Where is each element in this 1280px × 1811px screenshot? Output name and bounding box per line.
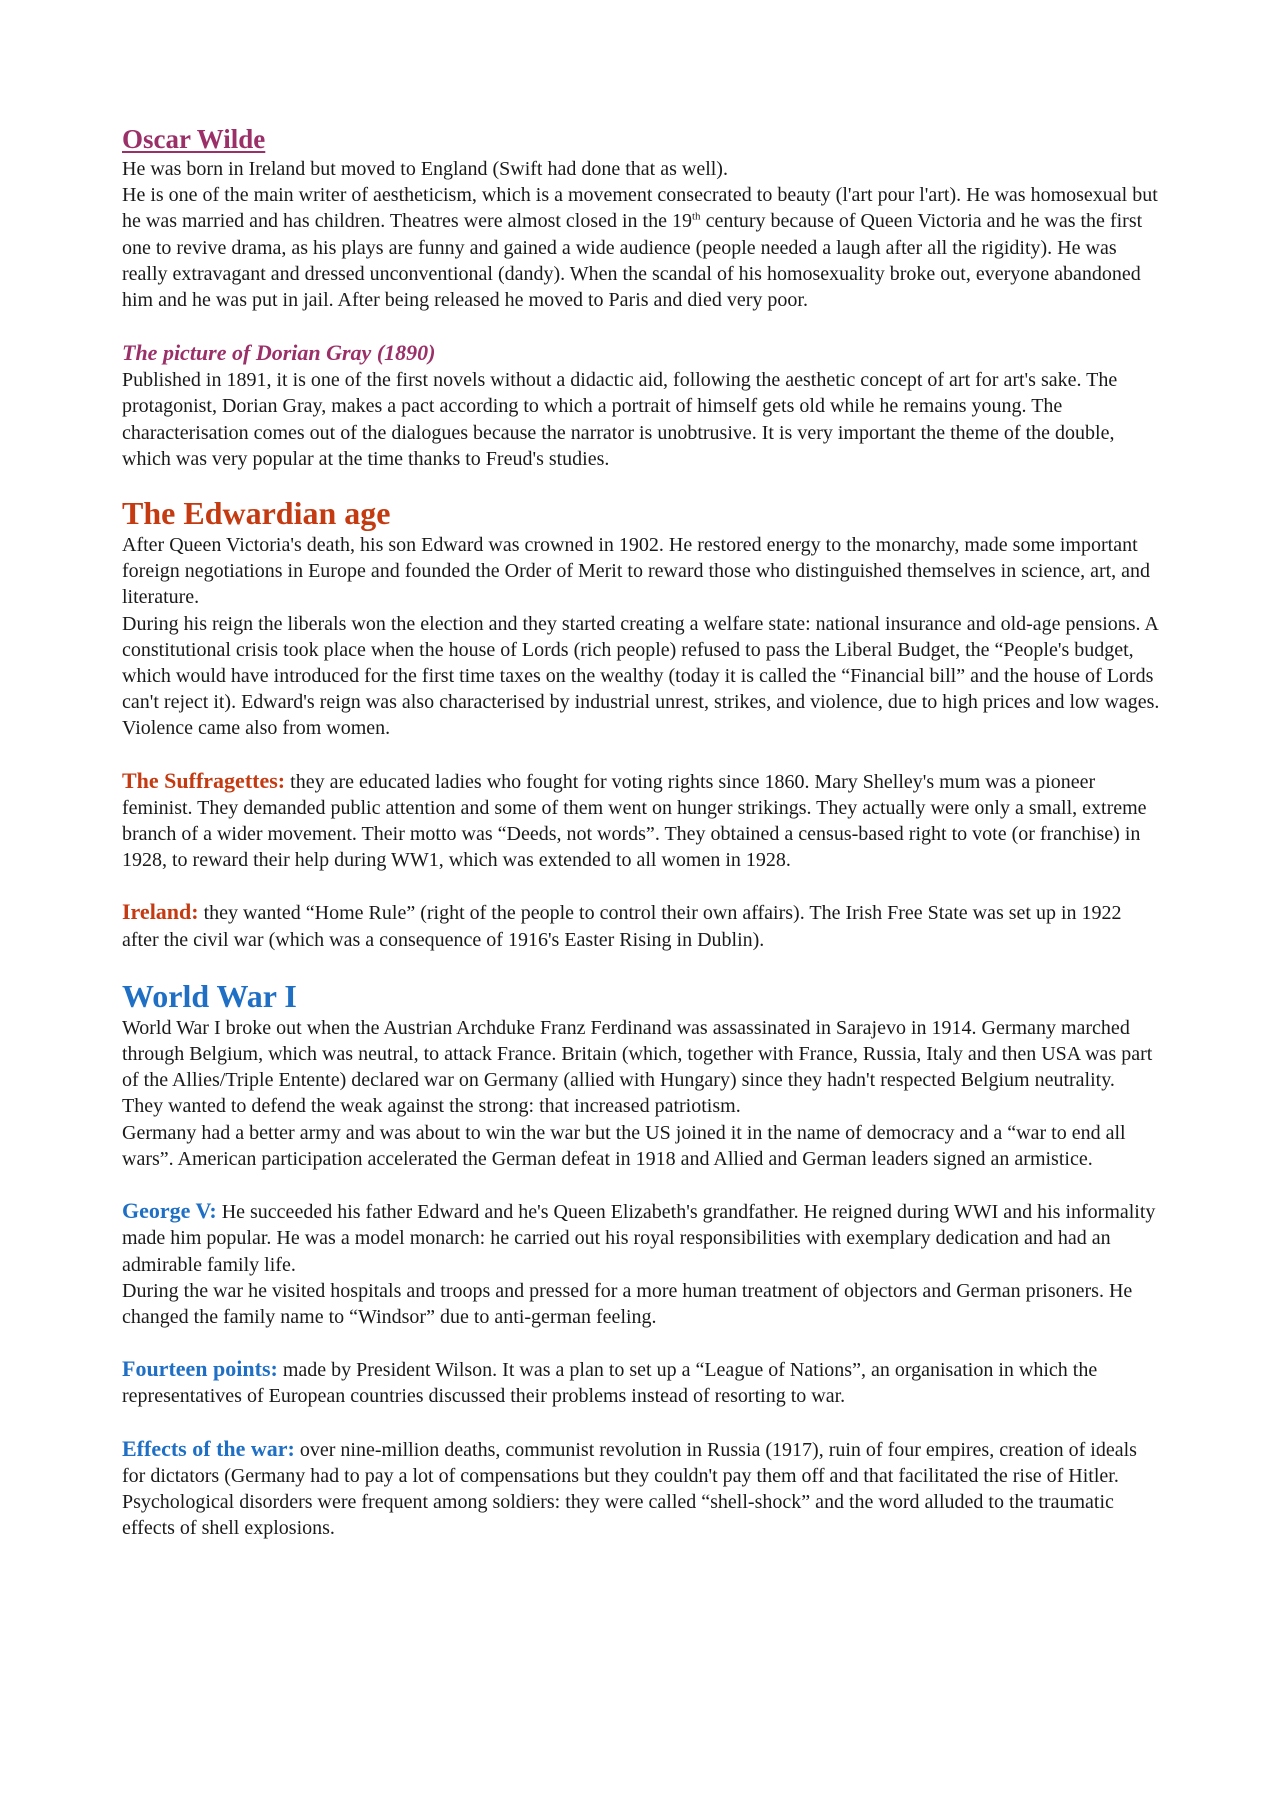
text-ireland: they wanted “Home Rule” (right of the people to control their own affairs). The Irish Free State was set up in 1922 after the civil war (which was a consequence of 1916's Easter Rising in Dublin). [122,902,1122,951]
paragraph-ww1-outbreak: World War I broke out when the Austrian Archduke Franz Ferdinand was assassinated in Sarajevo in 1914. Germany marched through Belgium, which was neutral, to attack France. Britain (which, together with France, Russia, Italy and then USA was part of the Allies/Triple Entente) declared war on Germany (allied with Hungary) since they hadn't respected Belgium neutrality. They wanted to defend the weak against the strong: that increased patriotism. [122,1016,1153,1118]
paragraph-ww1-us: Germany had a better army and was about to win the war but the US joined it in the name of democracy and a “war to end all wars”. American participation accelerated the German defeat in 1918 and Allied and German leaders signed an armistice. [122,1121,1126,1170]
section-dorian-gray [122,339,1160,472]
text-fourteen-points: made by President Wilson. It was a plan to set up a “League of Nations”, an organisation in which the representatives of European countries discussed their problems instead of resorting to war. [122,1359,1098,1408]
paragraph-effects-of-war [122,1436,1160,1542]
paragraph-dorian-gray: Published in 1891, it is one of the first novels without a didactic aid, following the aesthetic concept of art for art's sake. The protagonist, Dorian Gray, makes a pact according to which a portrait of himself gets old while he remains young. The characterisation comes out of the dialogues because the narrator is unobtrusive. It is very important the theme of the double, which was very popular at the time thanks to Freud's studies. [122,369,1118,470]
label-ireland: Ireland: [122,899,199,925]
paragraph-oscar-bio [122,182,1160,313]
label-suffragettes: The Suffragettes: [122,767,286,793]
heading-world-war-i: World War I [122,977,297,1014]
label-effects-of-war: Effects of the war: [122,1435,295,1461]
text-george-v: He succeeded his father Edward and he's Queen Elizabeth's grandfather. He reigned during WWI and his informality made him popular. He was a model monarch: he carried out his royal responsibilities with exemplary dedication and had an admirable family life. [122,1201,1156,1276]
paragraph-george-v [122,1198,1160,1278]
label-george-v: George V: [122,1198,217,1224]
paragraph-oscar-birth: He was born in Ireland but moved to England (Swift had done that as well). [122,158,728,180]
heading-oscar-wilde: Oscar Wilde [122,124,266,154]
section-world-war-i [122,977,1160,1541]
text-effects-of-war: over nine-million deaths, communist revolution in Russia (1917), ruin of four empires, creation of ideals for dictators (Germany had to pay a lot of compensations but they couldn't pay them off and that facilitated the rise of Hitler. Psychological disorders were frequent among soldiers: they were called “shell-shock” and the word alluded to the traumatic effects of shell explosions. [122,1438,1137,1540]
paragraph-edwardian-reign: During his reign the liberals won the election and they started creating a welfare state: national insurance and old-age pensions. A constitutional crisis took place when the house of Lords (rich people) refused to pass the Liberal Budget, the “People's budget, which would have introduced for the first time taxes on the wealthy (today it is called the “Financial bill” and the house of Lords can't reject it). Edward's reign was also characterised by industrial unrest, strikes, and violence, due to high prices and low wages. Violence came also from women. [122,612,1160,740]
heading-edwardian-age: The Edwardian age [122,495,391,532]
paragraph-george-v-war: During the war he visited hospitals and troops and pressed for a more human treatment of objectors and German prisoners. He changed the family name to “Windsor” due to anti-german feeling. [122,1279,1133,1328]
oscar-bio-text-a: He is one of the main writer of aestheticism, which is a movement consecrated to beauty (l'art pour l'art). He was homosexual but he was married and has children. Theatres were almost closed in the 19 [122,184,1158,233]
paragraph-edwardian-intro: After Queen Victoria's death, his son Edward was crowned in 1902. He restored energy to the monarchy, made some important foreign negotiations in Europe and founded the Order of Merit to reward those who distinguished themselves in science, art, and literature. [122,534,1151,609]
oscar-bio-text-b: century because of Queen Victoria and he was the first one to revive drama, as his plays are funny and gained a wide audience (people needed a laugh after all the rigidity). He was really extravagant and dressed unconventional (dandy). When the scandal of his homosexuality broke out, everyone abandoned him and he was put in jail. After being released he moved to Paris and died very poor. [122,210,1143,312]
section-edwardian-age [122,494,1160,953]
heading-dorian-gray: The picture of Dorian Gray (1890) [122,340,436,366]
paragraph-ireland [122,899,1160,952]
label-fourteen-points: Fourteen points: [122,1356,278,1382]
paragraph-suffragettes [122,768,1160,874]
text-suffragettes: they are educated ladies who fought for voting rights since 1860. Mary Shelley's mum was a pioneer feminist. They demanded public attention and some of them went on hunger strikings. They actually were only a small, extreme branch of a wider movement. Their motto was “Deeds, not words”. They obtained a census-based right to vote (or franchise) in 1928, to reward their help during WW1, which was extended to all women in 1928. [122,770,1147,872]
section-oscar-wilde [122,122,1160,313]
superscript-th: th [692,210,701,223]
paragraph-fourteen-points [122,1356,1160,1409]
